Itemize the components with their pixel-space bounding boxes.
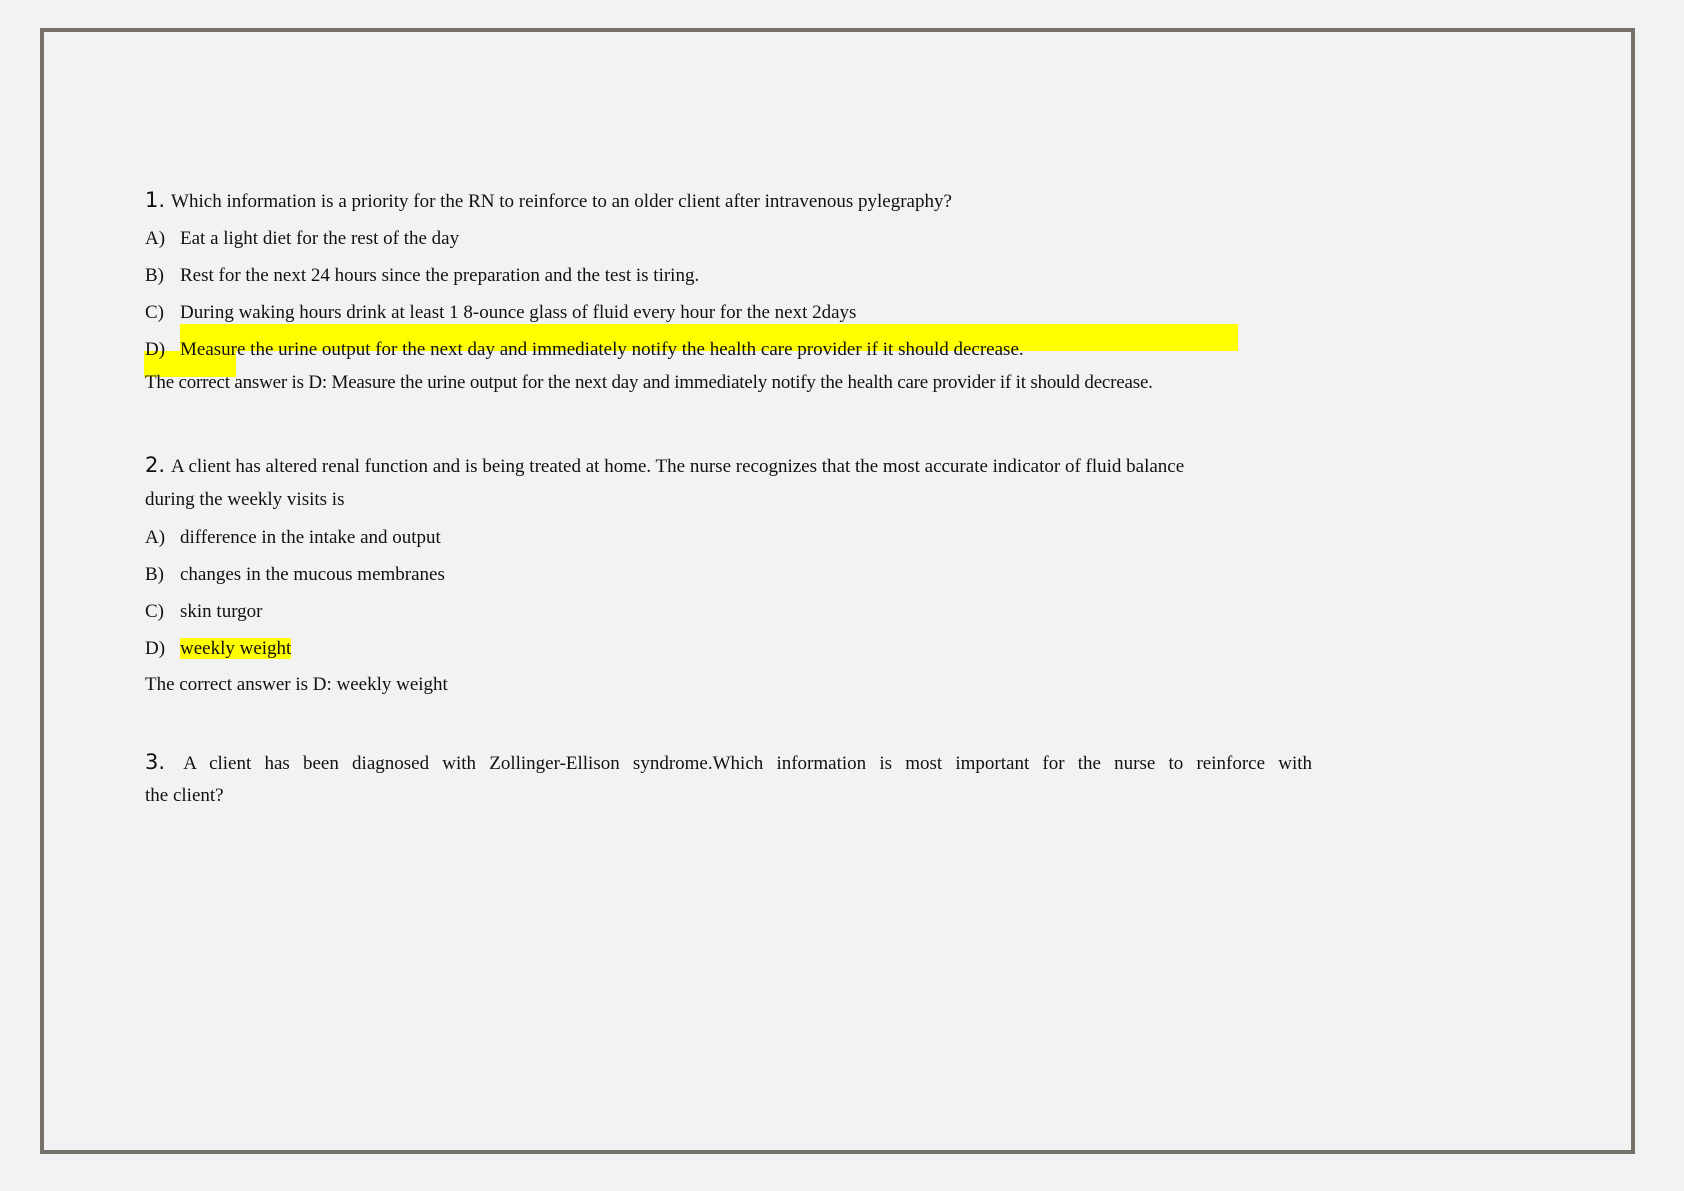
option-text: Measure the urine output for the next day and immediately notify the health care provider if it should decrease. bbox=[180, 339, 1024, 360]
option-text: During waking hours drink at least 1 8-ounce glass of fluid every hour for the next 2days bbox=[180, 302, 857, 323]
option-letter: A) bbox=[145, 228, 166, 249]
question-2-text: A client has altered renal function and is being treated at home. The nurse recognizes that the most accurate indicator of fluid balance bbox=[171, 456, 1185, 477]
question-1-text: Which information is a priority for the RN to reinforce to an older client after intravenous pylegraphy? bbox=[171, 191, 952, 212]
question-2-stem-line1 bbox=[145, 453, 1184, 479]
question-1-option-b bbox=[145, 264, 699, 288]
option-text: skin turgor bbox=[180, 601, 263, 622]
question-1-option-a bbox=[145, 227, 459, 251]
question-3-stem-line2 bbox=[145, 784, 224, 808]
question-3-number: 3. bbox=[145, 750, 166, 774]
question-1-number: 1. bbox=[145, 188, 166, 212]
option-text: Rest for the next 24 hours since the preparation and the test is tiring. bbox=[180, 265, 700, 286]
option-text: changes in the mucous membranes bbox=[180, 564, 445, 585]
option-text: difference in the intake and output bbox=[180, 527, 441, 548]
question-2-text-cont: during the weekly visits is bbox=[145, 489, 345, 510]
answer-text: The correct answer is D: Measure the urine output for the next day and immediately notify the health care provider if it should decrease. bbox=[145, 372, 1153, 393]
option-letter: C) bbox=[145, 302, 164, 323]
question-2-option-d bbox=[145, 637, 291, 661]
question-2-option-a bbox=[145, 526, 441, 550]
question-1-answer bbox=[145, 371, 1153, 395]
option-text-highlighted: weekly weight bbox=[180, 638, 292, 659]
option-letter: D) bbox=[145, 638, 166, 659]
option-letter: B) bbox=[145, 265, 164, 286]
answer-text: The correct answer is D: weekly weight bbox=[145, 674, 448, 695]
question-3-stem-line1 bbox=[145, 750, 1312, 776]
option-letter: D) bbox=[145, 339, 166, 360]
question-2-number: 2. bbox=[145, 453, 166, 477]
option-letter: C) bbox=[145, 601, 164, 622]
question-2-stem-line2 bbox=[145, 488, 344, 512]
question-3-text-cont: the client? bbox=[145, 785, 224, 806]
question-1-stem bbox=[145, 188, 952, 214]
question-2-option-c bbox=[145, 600, 263, 624]
question-1-option-c bbox=[145, 301, 856, 325]
question-2-answer bbox=[145, 673, 448, 697]
question-1-option-d bbox=[145, 338, 1024, 362]
question-2-option-b bbox=[145, 563, 445, 587]
option-letter: B) bbox=[145, 564, 164, 585]
option-text: Eat a light diet for the rest of the day bbox=[180, 228, 460, 249]
option-letter: A) bbox=[145, 527, 166, 548]
question-3-text: A client has been diagnosed with Zollinger-Ellison syndrome.Which information is most important for the nurse to reinforce with bbox=[183, 753, 1313, 774]
